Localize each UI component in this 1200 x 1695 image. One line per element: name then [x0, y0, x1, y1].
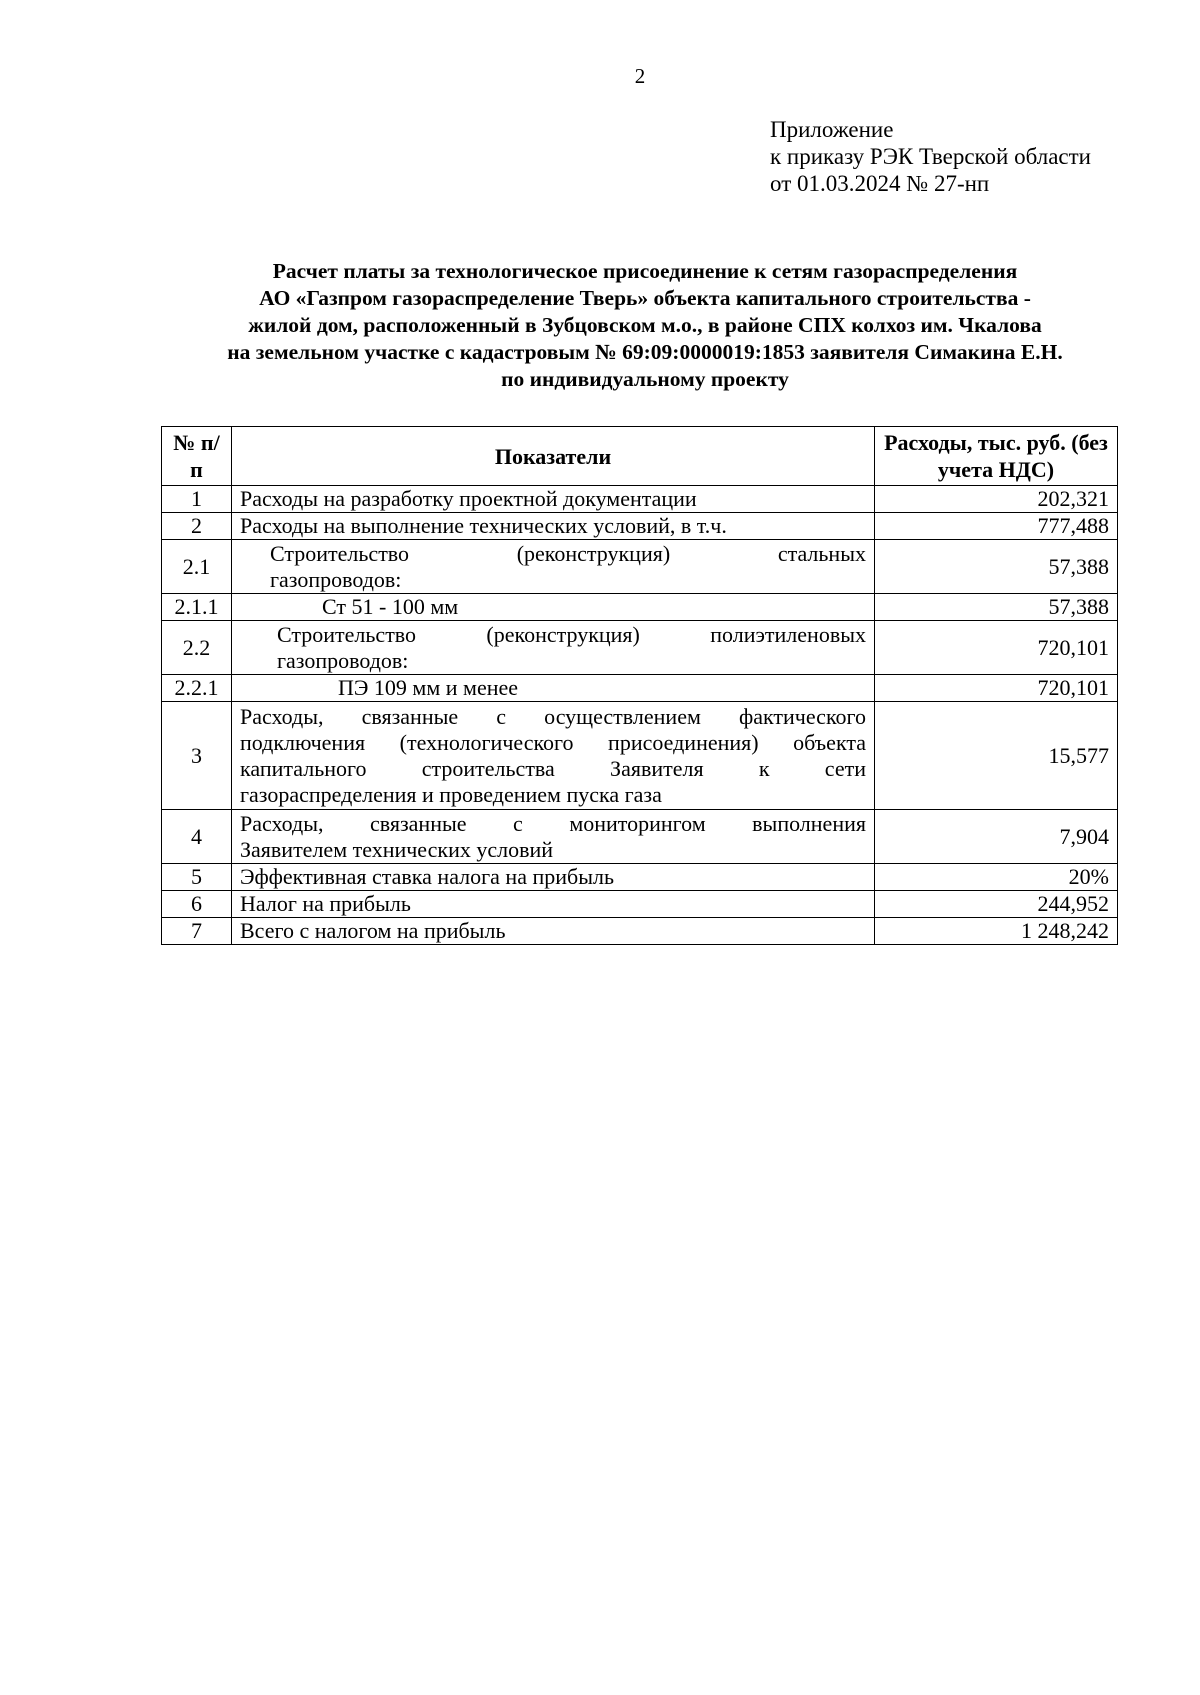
row-indicator: Расходы на выполнение технических условий, в т.ч. — [232, 513, 875, 540]
row-indicator: Эффективная ставка налога на прибыль — [232, 864, 875, 891]
calculation-table — [161, 426, 1118, 945]
row-indicator — [232, 702, 875, 810]
row-indicator-line-2: газопроводов: — [277, 647, 409, 673]
row-indicator — [232, 540, 875, 594]
row-value: 57,388 — [875, 594, 1118, 621]
row-num: 2.1 — [162, 540, 232, 594]
row-indicator-line-4: газораспределения и проведением пуска газа — [240, 781, 662, 807]
row-indicator-line-3: капитального строительства Заявителя к сети — [240, 755, 866, 781]
table-row — [162, 513, 1118, 540]
row-indicator — [232, 810, 875, 864]
row-indicator: Налог на прибыль — [232, 891, 875, 918]
row-indicator-line-1: Строительство (реконструкция) полиэтиленовых — [277, 621, 866, 647]
row-indicator-line-2: Заявителем технических условий — [240, 836, 554, 862]
title-line-5: по индивидуальному проекту — [501, 367, 789, 391]
row-num: 2.1.1 — [162, 594, 232, 621]
row-value: 15,577 — [875, 702, 1118, 810]
table-row — [162, 675, 1118, 702]
appendix-line-2: к приказу РЭК Тверской области — [770, 144, 1091, 169]
row-indicator-line-2: газопроводов: — [270, 566, 402, 592]
row-value: 20% — [875, 864, 1118, 891]
row-num: 4 — [162, 810, 232, 864]
title-line-3: жилой дом, расположенный в Зубцовском м.о., в районе СПХ колхоз им. Чкалова — [248, 313, 1042, 337]
row-value: 57,388 — [875, 540, 1118, 594]
row-num: 2.2 — [162, 621, 232, 675]
appendix-block — [770, 116, 1091, 197]
table-row — [162, 486, 1118, 513]
table-row — [162, 702, 1118, 810]
row-value: 720,101 — [875, 675, 1118, 702]
row-indicator — [232, 621, 875, 675]
appendix-line-3: от 01.03.2024 № 27-нп — [770, 171, 990, 196]
header-indicator: Показатели — [232, 427, 875, 486]
row-num: 2.2.1 — [162, 675, 232, 702]
row-value: 244,952 — [875, 891, 1118, 918]
row-indicator-line-1: Расходы, связанные с мониторингом выполнения — [240, 810, 866, 836]
table-row — [162, 810, 1118, 864]
table-row — [162, 891, 1118, 918]
row-value: 720,101 — [875, 621, 1118, 675]
table-row — [162, 864, 1118, 891]
appendix-line-1: Приложение — [770, 117, 894, 142]
row-indicator: Ст 51 - 100 мм — [232, 594, 875, 621]
title-line-4: на земельном участке с кадастровым № 69:09:0000019:1853 заявителя Симакина Е.Н. — [227, 340, 1063, 364]
row-indicator: Расходы на разработку проектной документации — [232, 486, 875, 513]
row-num: 5 — [162, 864, 232, 891]
header-cost: Расходы, тыс. руб. (без учета НДС) — [875, 427, 1118, 486]
header-num: № п/п — [162, 427, 232, 486]
document-title — [150, 258, 1140, 393]
row-num: 7 — [162, 918, 232, 945]
table-row — [162, 918, 1118, 945]
row-indicator-line-2: подключения (технологического присоединения) объекта — [240, 729, 866, 755]
row-indicator: Всего с налогом на прибыль — [232, 918, 875, 945]
row-num: 2 — [162, 513, 232, 540]
title-line-2: АО «Газпром газораспределение Тверь» объекта капитального строительства - — [259, 286, 1031, 310]
table-header-row — [162, 427, 1118, 486]
page-number: 2 — [634, 64, 646, 88]
row-num: 3 — [162, 702, 232, 810]
row-value: 7,904 — [875, 810, 1118, 864]
table-row — [162, 540, 1118, 594]
row-num: 6 — [162, 891, 232, 918]
row-num: 1 — [162, 486, 232, 513]
row-value: 777,488 — [875, 513, 1118, 540]
row-indicator: ПЭ 109 мм и менее — [232, 675, 875, 702]
row-value: 202,321 — [875, 486, 1118, 513]
row-value: 1 248,242 — [875, 918, 1118, 945]
row-indicator-line-1: Строительство (реконструкция) стальных — [270, 540, 866, 566]
row-indicator-line-1: Расходы, связанные с осуществлением фактического — [240, 703, 866, 729]
table-row — [162, 621, 1118, 675]
table-row — [162, 594, 1118, 621]
title-line-1: Расчет платы за технологическое присоединение к сетям газораспределения — [272, 259, 1018, 283]
